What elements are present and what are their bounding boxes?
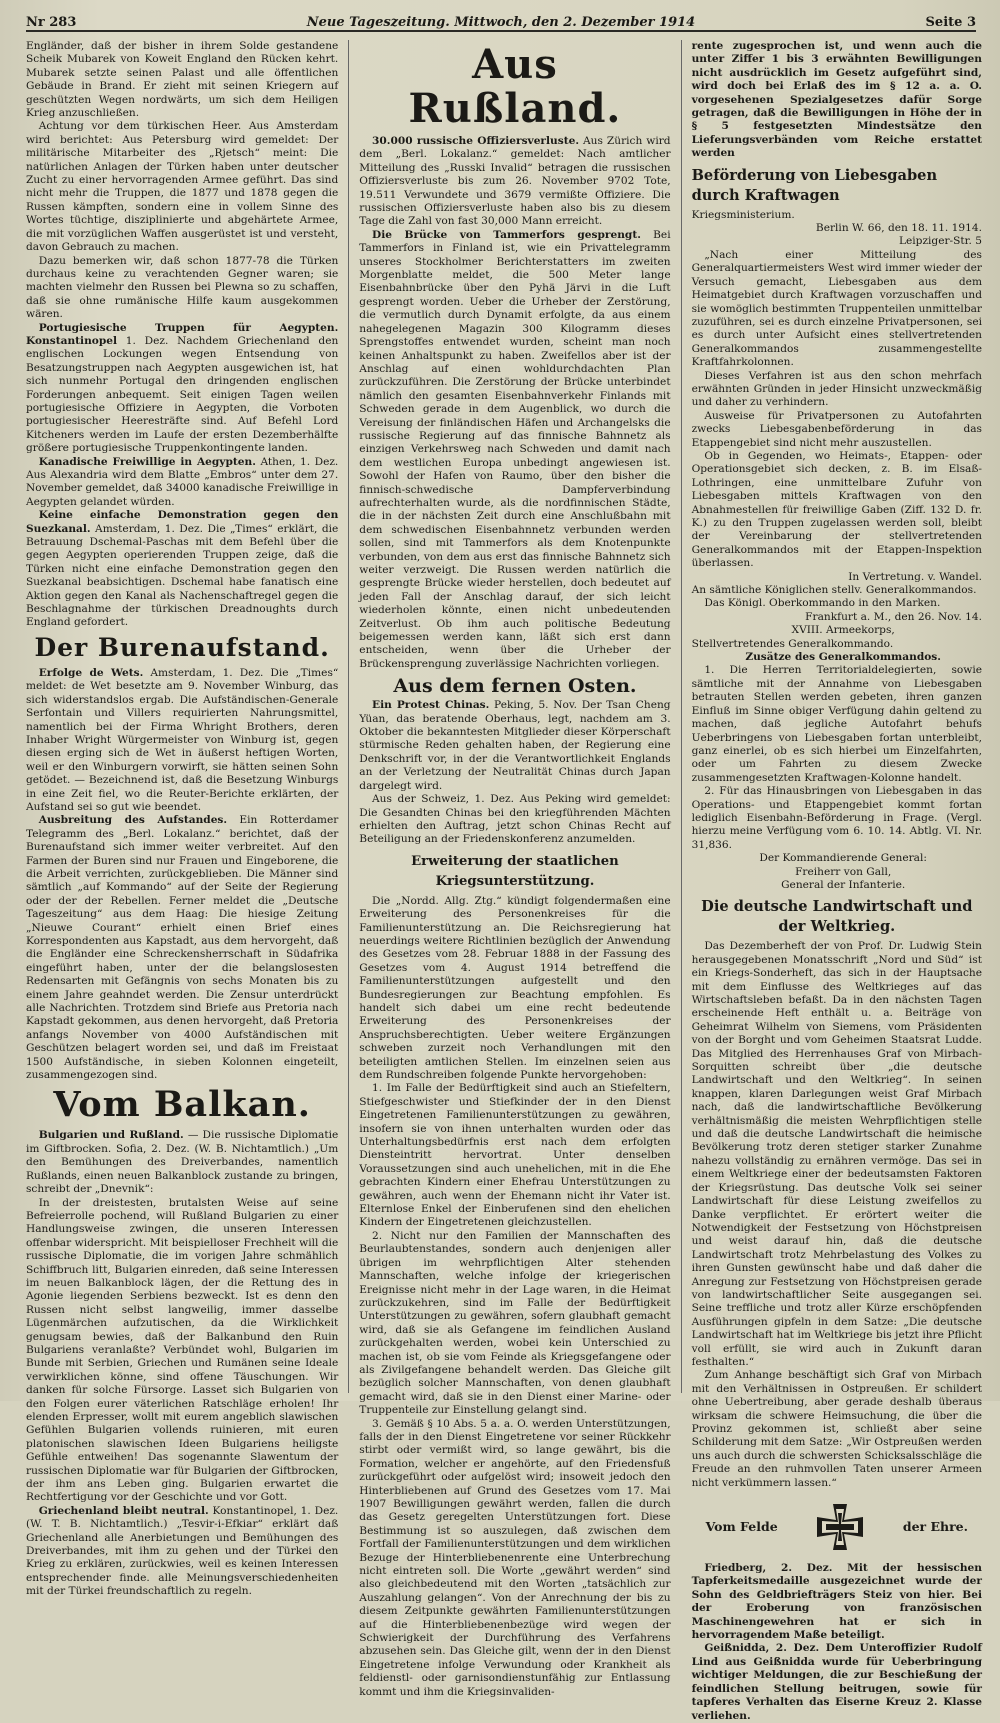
- columns: [26, 40, 982, 1722]
- article-paragraph: [359, 135, 670, 229]
- corps-name: XVIII. Armeekorps,: [791, 624, 895, 637]
- headline-fernen-osten: Aus dem fernen Osten.: [393, 675, 637, 698]
- subhead: Zusätze des Generalkommandos.: [745, 651, 941, 664]
- article-text: Friedberg, 2. Dez. Mit der hessischen Tapferkeitsmedaille ausgezeichnet wurde der Sohn des Geldbriefträgers Steiz von hier. Bei der Eroberung von französischen Maschinengewehren hat er sich in hervorragendem Maße beteiligt.: [691, 1562, 982, 1642]
- article-text: Amsterdam, 1. Dez. Die „Times“ erklärt, die Betrauung Dschemal-Paschas mit dem Befehl über die gegen Aegypten operierenden Truppen zeige, daß die Türken nicht eine einfache Demonstration gegen den Suezkanal beabsichtigen. Dschemal habe fanatisch eine Aktion gegen den Kanal als Nachenschaftregel gegen die Beschlagnahme der türkischen Dreadnoughts durch England gefordert.: [26, 522, 339, 629]
- article-paragraph: [359, 229, 670, 671]
- issue-number: Nr 283: [26, 15, 77, 30]
- subhead: 30.000 russische Offiziersverluste.: [372, 135, 580, 147]
- article-text: Ausweise für Privatpersonen zu Autofahrten zwecks Liebesgabenbeförderung in das Etappengebiet sind nicht mehr auszustellen.: [691, 409, 982, 449]
- subhead: Ausbreitung des Aufstandes.: [38, 814, 228, 827]
- signature: Freiherr von Gall,: [795, 865, 892, 878]
- headline-burenaufstand: Der Burenaufstand.: [34, 632, 330, 662]
- article-text: Ob in Gegenden, wo Heimats-, Etappen- oder Operationsgebiet sich decken, z. B. im Elsaß-Lothringen, eine unmittelbare Zufuhr von Liebesgaben mittels Kraftwagen von den Abnahmestellen für freiwillige Gaben (Ziff. 132 D. fr. K.) zu den Truppen zugelassen werden soll, bleibt der Vereinbarung der stellvertretenden Generalkommandos mit der Etappen-Inspektion überlassen.: [691, 449, 982, 570]
- headline-kriegsunterstuetzung: Erweiterung der staatlichen Kriegsunterstützung.: [411, 853, 619, 889]
- dateline: Berlin W. 66, den 18. 11. 1914.: [815, 222, 982, 235]
- column-1: [26, 40, 349, 1598]
- article-text: In der dreistesten, brutalsten Weise auf seine Befreierrolle pochend, will Rußland Bulgarien zu einer Handlungsweise zwingen, die unseren Interessen offenbar widerspricht. Mit beispielloser Frechheit will die russische Diplomatie, die im vorigen Jahre schmählich Schiffbruch litt, Bulgarien einreden, daß seine Interessen im neuen Balkanblock lägen, der die Rettung des in Agonie liegenden Serbiens bezweckt. Ist es denn den Russen nicht selbst langweilig, immer dasselbe Lügenmärchen aufzutischen, da die Wirklichkeit genugsam bewies, daß der Balkanbund den Ruin Bulgariens veranlaßte? Verbündet wohl, Bulgarien im Bunde mit Serbien, Griechen und Rumänen seine Ideale verwirklichen könne, sind offene Täuschungen. Wir danken für solche Fürsorge. Lasset sich Bulgarien von den Folgen eurer väterlichen Ratschläge erholen! Ihr elenden Erpresser, wollt mit eurem angeblich slawischen Gefühlen Bulgarien vollends ruinieren, mit euren platonischen slawischen Ideen Bulgariens heiligste Gefühle entweihen! Das sogenannte Slawentum der russischen Diplomatie war für Bulgarien der Giftbrocken, der ihm ans Leben ging. Bulgarien erwartet die Rechtfertigung vor der Geschichte und vor Gott.: [26, 1196, 339, 1504]
- subhead: Die Brücke von Tammerfors gesprengt.: [372, 228, 641, 241]
- section-title-left: Vom Felde: [705, 1519, 778, 1535]
- article-text: 3. Gemäß § 10 Abs. 5 a. a. O. werden Unterstützungen, falls der in den Dienst Eingetretene vor seiner Rückkehr stirbt oder vermißt wird, so lange gewährt, bis die Formation, welcher er angehörte, auf den Friedensfuß zurückgeführt oder aufgelöst wird; insoweit jedoch den Hinterbliebenen auf Grund des Gesetzes vom 17. Mai 1907 Bewilligungen gewährt werden, fallen die durch das Gesetz geregelten Unterstützungen fort. Diese Bestimmung ist so auszulegen, daß zwischen dem Fortfall der Familienunterstützungen und dem wirklichen Bezuge der Hinterbliebenenrente eine Unterbrechung nicht eintreten soll. Die Worte „gewährt werden“ sind also gleichbedeutend mit den Worten „tatsächlich zur Auszahlung gelangen“. Von der Anrechnung der bis zu diesem Zeitpunkte gewährten Familienunterstützungen auf die Hinterbliebenenbezüge wird wegen der Schwierigkeit der Durchführung des Verfahrens abzusehen sein. Das Gleiche gilt, wenn der in den Dienst Eingetretene infolge Verwundung oder Krankheit als feldienstl- oder garnisondienstunfähig zur Entlassung kommt und ihm die Kriegsinvaliden-: [359, 1417, 671, 1698]
- address: Leipziger-Str. 5: [898, 235, 982, 248]
- subhead: Griechenland bleibt neutral.: [38, 1504, 209, 1517]
- article-text: Zum Anhange beschäftigt sich Graf von Mirbach mit den Verhältnissen in Ostpreußen. Er schildert ohne Uebertreibung, aber gerade deshalb überaus wirksam die schwere Heimsuchung, die über die Provinz gekommen ist, schließt aber seine Schilderung mit dem Satze: „Wir Ostpreußen werden uns auch durch die schwersten Schicksalsschläge die Freude an den ruhmvollen Taten unserer Armeen nicht verkümmern lassen.“: [691, 1369, 982, 1489]
- article-paragraph: [26, 509, 338, 630]
- column-3: [682, 40, 982, 1722]
- headline-aus-russland: Aus Rußland.: [408, 41, 622, 132]
- article-paragraph: [359, 699, 670, 793]
- article-text: Ein Rotterdamer Telegramm des „Berl. Lokalanz.“ berichtet, daß der Burenaufstand sich immer weiter verbreitet. Auf den Farmen der Buren sind nur Frauen und Eingeborene, die die Arbeit verrichten, zurückgeblieben. Die Männer sind sämtlich „auf Kommando“ auf der Seite der Regierung oder der der Rebellen. Ferner meldet die „Deutsche Tageszeitung“ aus dem Haag: Die hiesige Zeitung „Nieuwe Courant“ erhielt einen Brief eines Korrespondenten aus Kapstadt, aus dem hervorgeht, daß die Engländer eine Schreckensherrschaft in Südafrika eingeführt haben, unter der die belangslosesten Redensarten mit Gefängnis von sechs Monaten bis zu einem Jahre geahndet werden. Die Zensur unterdrückt alle Nachrichten. Trotzdem sind Briefe aus Pretoria nach Kapstadt gekommen, aus denen hervorgeht, daß Pretoria anfangs November von 4000 Aufständischen mit Geschützen belagert worden sei, und daß im Freistaat 1500 Aufständische, in sieben Kolonnen eingeteilt, zusammengezogen sind.: [26, 814, 339, 1082]
- article-text: — Die russische Diplomatie im Giftbrocken. Sofia, 2. Dez. (W. B. Nichtamtlich.) „Um den Bemühungen des Dreiverbandes, namentlich Rußlands, einen neuen Balkanblock zustande zu bringen, schreibt der „Dnevnik“:: [26, 1129, 339, 1196]
- article-text: Geißnidda, 2. Dez. Dem Unteroffizier Rudolf Lind aus Geißnidda wurde für Ueberbringung wichtiger Meldungen, die zur Beschießung der feindlichen Stellung beitrugen, sowie für tapferes Verhalten das Eiserne Kreuz 2. Klasse verliehen.: [691, 1642, 982, 1722]
- signature: General der Infanterie.: [781, 878, 906, 891]
- article-text: Bei Tammerfors in Finland ist, wie ein Privattelegramm unseres Stockholmer Berichterstatters im zweiten Morgenblatte meldet, die 500 Meter lange Eisenbahnbrücke über den Pyhä Järvi in die Luft gesprengt worden. Ueber die Urheber der Zerstörung, die vermutlich durch Dynamit erfolgte, da aus einem nahegelegenen Magazin 300 Kilogramm dieses Sprengstoffes entwendet wurden, scheint man noch keinen Anhaltspunkt zu haben. Zweifellos aber ist der Anschlag auf einen wohldurchdachten Plan zurückzuführen. Die Zerstörung der Brücke unterbindet nämlich den gesamten Eisenbahnverkehr Finlands mit Schweden gerade in dem Augenblick, wo durch die Vereisung der finländischen Häfen und Archangelsks die russische Regierung auf das finnische Bahnnetz als einzigen Verkehrsweg nach Schweden und damit nach dem westlichen Europa unbedingt angewiesen ist. Sowohl der Hafen von Raumo, über den bisher die finnisch-schwedische Dampferverbindung aufrechterhalten wurde, als die nordfinnischen Städte, die in der nächsten Zeit durch eine Anschlußbahn mit dem schwedischen Eisenbahnnetz verbunden werden sollen, sind mit Tammerfors als dem Knotenpunkte verbunden, von dem aus erst das finnische Bahnnetz sich weiter verzweigt. Die Russen werden natürlich die gesprengte Brücke wieder herstellen, doch bedeutet auf jeden Fall der Anschlag darauf, der sich leicht wiederholen könnte, einen nicht unbedeutenden Zeitverlust. Ob ihm auch politische Bedeutung beigemessen werden kann, läßt sich erst dann entscheiden, wenn über die Urheber der Brückensprengung zuverlässige Nachrichten vorliegen.: [359, 228, 671, 670]
- subhead: Kanadische Freiwillige in Aegypten.: [38, 455, 256, 468]
- article-paragraph: [26, 667, 338, 814]
- article-text: Peking, 5. Nov. Der Tsan Cheng Yüan, das beratende Oberhaus, legt, nachdem am 3. Oktober die bekanntesten Mitglieder dieser Körperschaft stürmische Reden gehalten haben, der Regierung eine Denkschrift vor, in der die Verantwortlichkeit Englands an der Verletzung der Neutralität Chinas durch Japan dargelegt wird.: [359, 699, 671, 792]
- article-paragraph: [26, 814, 338, 1082]
- command-name: Stellvertretendes Generalkommando.: [691, 637, 894, 650]
- vom-felde-der-ehre-header: [692, 1500, 982, 1554]
- article-text: Aus der Schweiz, 1. Dez. Aus Peking wird gemeldet: Die Gesandten Chinas bei den kriegführenden Mächten erhielten den Auftrag, jetzt schon Chinas Recht auf Beteiligung an der Friedenskonferenz anzumelden.: [359, 793, 671, 846]
- signature: In Vertretung. v. Wandel.: [848, 570, 982, 583]
- subhead: Bulgarien und Rußland.: [38, 1129, 184, 1142]
- article-text: „Nach einer Mitteilung des Generalquartiermeisters West wird immer wieder der Versuch gemacht, Liebesgaben aus dem Heimatgebiet durch Kraftwagen vorzuschaffen und sie womöglich bestimmten Truppenteilen unmittelbar zuzuführen, sei es durch einzelne Privatpersonen, sei es durch unter Aufsicht eines stellvertretenden Generalkommandos zusammengestellte Kraftfahrkolonnen.: [691, 248, 982, 369]
- subhead: Keine einfache Demonstration gegen den Suezkanal.: [26, 509, 339, 535]
- subhead: Ein Protest Chinas.: [372, 699, 490, 712]
- article-text: 2. Nicht nur den Familien der Mannschaften des Beurlaubtenstandes, sondern auch denjenigen aller übrigen im wehrpflichtigen Alter stehenden Mannschaften, welche infolge der kriegerischen Ereignisse nicht mehr in der Lage waren, in die Heimat zurückzukehren, sind im Falle der Bedürftigkeit Unterstützungen zu gewähren, sofern glaubhaft gemacht wird, daß sie als Gefangene im feindlichen Ausland zurückgehalten werden, wobei kein Unterschied zu machen ist, ob sie vom Feinde als Kriegsgefangene oder als Zivilgefangene behandelt werden. Das Gleiche gilt bezüglich solcher Mannschaften, von denen glaubhaft gemacht wird, daß sie in den Dienst einer Marine- oder Truppenteile zur Einstellung gelangt sind.: [359, 1229, 671, 1417]
- section-title-right: der Ehre.: [902, 1519, 968, 1535]
- article-text: 2. Für das Hinausbringen von Liebesgaben in das Operations- und Etappengebiet kommt fortan lediglich Eisenbahn-Beförderung in Frage. (Vergl. hierzu meine Verfügung vom 6. 10. 14. Abtlg. VI. Nr. 31,836.: [691, 785, 982, 851]
- article-text: 1. Dez. Nachdem Griechenland den englischen Lockungen wegen Entsendung von Besatzungstruppen nach Aegypten ausgewichen ist, hat sich nunmehr Portugal den dringenden englischen Forderungen anbequemt. Seit einigen Tagen weilen portugiesische Offiziere in Aegypten, die Vorboten portugiesischer Heeresträfte sind. Auf Befehl Lord Kitcheners werden im Laufe der ersten Dezemberhälfte größere portugiesische Truppenkontingente landen.: [26, 334, 339, 455]
- article-text: Kriegsministerium.: [691, 208, 795, 221]
- masthead: [26, 8, 976, 32]
- article-text: Achtung vor dem türkischen Heer. Aus Amsterdam wird berichtet: Aus Petersburg wird gemeldet: Der militärische Mitarbeiter des „Rjetsch“ meint: Die natürlichen Anlagen der Türken haben unter deutscher Zucht zu einer hervorragenden Armee geführt. Das sind nicht mehr die Truppen, die 1877 und 1878 gegen die Russen kämpften, sondern eine in vollem Sinne des Wortes tüchtige, disziplinierte und abgehärtete Armee, die mit vorzüglichen Waffen ausgerüstet ist und versteht, davon Gebrauch zu machen.: [26, 120, 339, 254]
- article-paragraph: [26, 1129, 338, 1196]
- article-paragraph: [26, 322, 338, 456]
- article-text: Die „Nordd. Allg. Ztg.“ kündigt folgendermaßen eine Erweiterung des Personenkreises für die Familienunterstützung an. Die Reichsregierung hat neuerdings weitere Richtlinien bezüglich der Anwendung des Gesetzes vom 28. Februar 1888 in der Fassung des Gesetzes vom 4. August 1914 betreffend die Familienunterstützungen aufgestellt und den Bundesregierungen zur Beachtung empfohlen. Es handelt sich dabei um eine recht bedeutende Erweiterung des Personenkreises der Anspruchsberechtigten. Ueber weitere Ergänzungen schweben zurzeit noch Verhandlungen mit den beteiligten amtlichen Stellen. Im einzelnen seien aus dem Rundschreiben folgende Punkte hervorgehoben:: [359, 894, 671, 1081]
- article-text: Athen, 1. Dez. Aus Alexandria wird dem Blatte „Embros“ unter dem 27. November gemeldet, daß 34000 kanadische Freiwillige in Aegypten gelandet würden.: [26, 455, 339, 508]
- subhead: Portugiesische Truppen für Aegypten.: [38, 321, 339, 334]
- article-text: Dazu bemerken wir, daß schon 1877-78 die Türken durchaus keine zu verachtenden Gegner waren; sie machten vielmehr den Russen bei Plewna so zu schaffen, daß sie ohne rumänische Hilfe kaum ausgekommen wären.: [26, 254, 339, 321]
- article-paragraph: [26, 1505, 338, 1599]
- dateline: Frankfurt a. M., den 26. Nov. 14.: [805, 610, 982, 623]
- iron-cross-icon: [813, 1500, 867, 1554]
- page-number: Seite 3: [925, 15, 976, 30]
- article-text: Engländer, daß der bisher in ihrem Solde gestandene Scheik Mubarek von Koweit England den Rücken kehrt. Mubarek setzte seinen Palast und alle öffentlichen Gebäude in Brand. Er zieht mit seinen Kriegern auf geschützten Wegen nordwärts, um sich dem Heiligen Krieg anzuschließen.: [26, 40, 339, 120]
- recipient: An sämtliche Königlichen stellv. Generalkommandos.: [691, 584, 977, 597]
- column-2: [349, 40, 681, 1698]
- article-text: 1. Die Herren Territorialdelegierten, sowie sämtliche mit der Annahme von Liebesgaben betrauten Stellen werden gebeten, ihren ganzen Einfluß im Sinne obiger Verfügung dahin geltend zu machen, daß jegliche Autofahrt behufs Ueberbringens von Liebesgaben fortan unterbleibt, ganz einerlei, ob es sich hierbei um Einzelfahrten, oder um Fahrten zu diesem Zwecke zusammengesetzten Kraftwagen-Kolonne handelt.: [691, 664, 982, 784]
- article-text: Konstantinopel, 1. Dez. (W. T. B. Nichtamtlich.) „Tesvir-i-Efkiar“ erklärt daß Griechenland alle Anerbietungen und Bemühungen des Dreiverbandes, mit ihm zu gehen und der Türkei den Krieg zu erklären, zurückwies, weil es keinen Interessen entsprechender finde. alle Meinungsverschiedenheiten mit der Türkei freundschaftlich zu regeln.: [26, 1504, 339, 1598]
- subhead: Erfolge de Wets.: [38, 666, 144, 679]
- paper-title-date: Neue Tageszeitung. Mittwoch, den 2. Dezember 1914: [306, 15, 696, 30]
- recipient: Das Königl. Oberkommando in den Marken.: [704, 597, 941, 610]
- article-paragraph: [26, 456, 338, 510]
- article-text: Dieses Verfahren ist aus den schon mehrfach erwähnten Gründen in jeder Hinsicht unzweckmäßig und daher zu verhindern.: [691, 369, 982, 409]
- headline-landwirtschaft: Die deutsche Landwirtschaft und der Weltkrieg.: [701, 898, 973, 936]
- article-text: Aus Zürich wird dem „Berl. Lokalanz.“ gemeldet: Nach amtlicher Mitteilung des „Russki Invalid“ betragen die russischen Offiziersverluste bis zum 26. November 9702 Tote, 19.511 Verwundete und 3679 vermißte Offiziere. Die russischen Offiziersverluste haben also bis zu diesem Tage die Zahl von fast 30,000 Mann erreicht.: [359, 135, 671, 228]
- signature: Der Kommandierende General:: [759, 852, 927, 865]
- article-text: Das Dezemberheft der von Prof. Dr. Ludwig Stein herausgegebenen Monatsschrift „Nord und Süd“ ist ein Kriegs-Sonderheft, das sich in der Hauptsache mit dem Einflusse des Weltkrieges auf das Wirtschaftsleben befaßt. Da in den nächsten Tagen erscheinende Heft enthält u. a. Beiträge von Geheimrat Wilhelm von Siemens, vom Präsidenten von der Borght und vom Geheimen Staatsrat Ludde. Das Mitglied des Herrenhauses Graf von Mirbach-Sorquitten schreibt über „die deutsche Landwirtschaft und den Weltkrieg“. In seinen knappen, klaren Darlegungen weist Graf Mirbach nach, daß die landwirtschaftliche Bevölkerung verhältnismäßig die meisten Wehrpflichtigen stelle und daß die deutsche Landwirtschaft die heimische Bevölkerung trotz deren stetiger starker Zunahme nahezu vollständig zu ernähren vermöge. Das sei in einem Weltkriege einer der bedeutsamsten Faktoren der Kriegsrüstung. Das deutsche Volk sei seiner Landwirtschaft für diese Leistung zweifellos zu Danke verpflichtet. Er erörtert weiter die Notwendigkeit der Festsetzung von Höchstpreisen und weist darauf hin, daß die deutsche Landwirtschaft trotz Mehrbelastung des Volkes zu ihren Gunsten gewünscht habe und daß daher die Anregung zur Festsetzung von Höchstpreisen gerade von landwirtschaftlicher Seite ausgegangen sei. Seine treffliche und trotz aller Kürze erschöpfenden Ausführungen gipfeln in dem Satze: „Die deutsche Landwirtschaft hat im Weltkriege bis jetzt ihre Pflicht voll erfüllt, sie wird auch in Zukunft daran festhalten.“: [691, 940, 982, 1368]
- dateline: Konstantinopel: [26, 334, 118, 347]
- article-text: rente zugesprochen ist, und wenn auch die unter Ziffer 1 bis 3 erwähnten Bewilligungen nicht ausdrücklich im Gesetz aufgeführt sind, wird doch bei Erlaß des im § 12 a. a. O. vorgesehenen Spezialgesetzes dafür Sorge getragen, daß die Bewilligungen in Höhe der in § 5 festgesetzten Mindestsätze den Lieferungsverbänden vom Reiche erstattet werden: [691, 40, 982, 160]
- headline-kraftwagen: Beförderung von Liebesgaben durch Kraftwagen: [691, 166, 938, 204]
- headline-balkan: Vom Balkan.: [53, 1084, 311, 1126]
- article-text: 1. Im Falle der Bedürftigkeit sind auch an Stiefeltern, Stiefgeschwister und Stiefkinder der in den Dienst Eingetretenen Familienunterstützungen zu gewähren, insofern sie von ihnen unterhalten wurden oder das Unterhaltungsbedürfnis erst nach dem erfolgten Diensteintritt hervortrat. Unter denselben Voraussetzungen sind auch unehelichen, mit in die Ehe gebrachten Kindern einer Ehefrau Unterstützungen zu gewähren, auch wenn der Ehemann nicht ihr Vater ist. Elternlose Enkel der Einberufenen sind den ehelichen Kindern der Eingetretenen gleichzustellen.: [359, 1082, 671, 1229]
- article-text: Amsterdam, 1. Dez. Die „Times“ meldet: de Wet besetzte am 9. November Winburg, das sich widerstandslos ergab. Die Aufständischen-Generale Serfontain und Villers requirierten Nahrungsmittel, namentlich bei der Firma Whright Brothers, deren Inhaber Wright Würgermeister von Winburg ist, gegen diesen erging sich de Wet in äußerst heftigen Worten, weil er den Winburgern vorwirft, sie hätten seinen Sohn getödet. — Bezeichnend ist, daß die Besetzung Winburgs in eine Zeit fiel, wo die Reuter-Berichte erklärten, der Aufstand sei so gut wie beendet.: [26, 666, 339, 813]
